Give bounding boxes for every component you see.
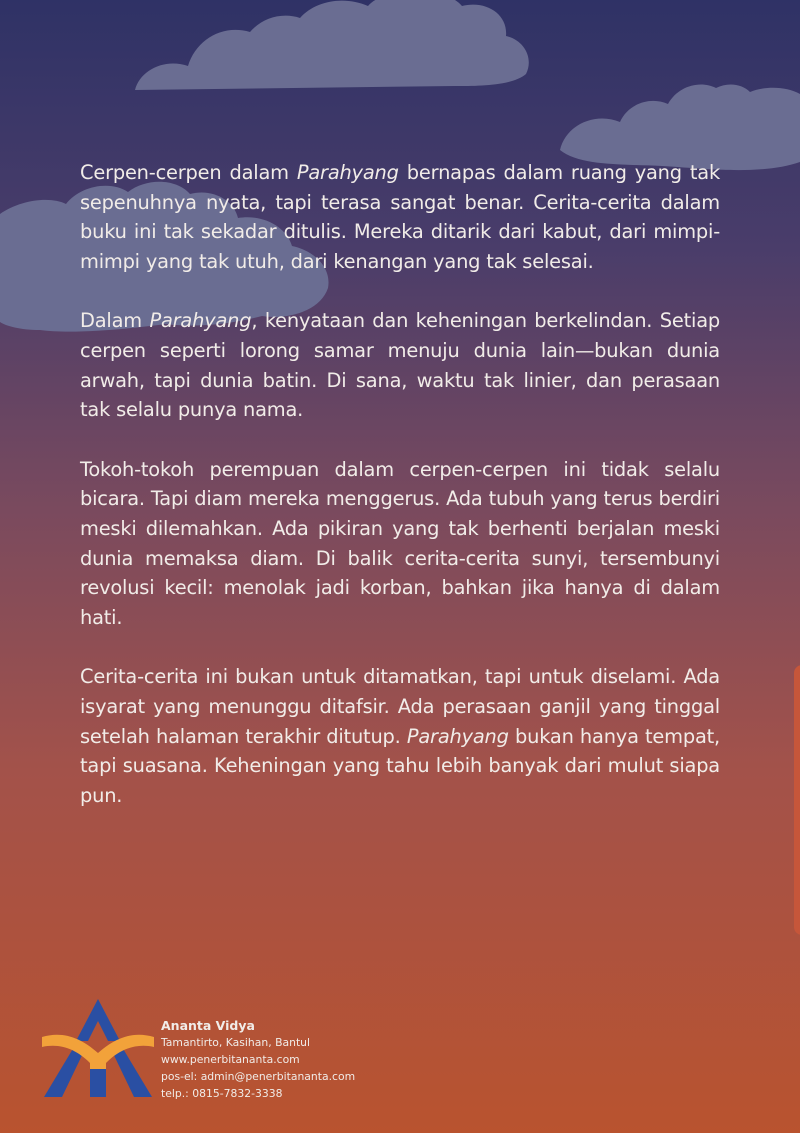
paragraph-4 <box>80 662 720 810</box>
paragraph-4-text-a: Cerita-cerita ini bukan untuk ditamatkan, tapi untuk diselami. Ada isyarat yang menunggu ditafsir. Ada perasaan ganjil yang tinggal setelah halaman terakhir ditutup. <box>80 665 720 748</box>
book-title-italic: Parahyang <box>296 161 399 184</box>
cloud-top <box>135 0 529 90</box>
paragraph-2-text-a: Dalam <box>80 309 150 333</box>
ananta-vidya-logo-icon <box>40 997 156 1101</box>
paragraph-2 <box>80 306 720 424</box>
paragraph-4-text-b: bukan hanya tempat, tapi suasana. Keheningan yang tahu lebih banyak dari mulut siapa pun. <box>80 724 720 807</box>
paragraph-3 <box>80 455 720 633</box>
paragraph-1-text-a: Cerpen-cerpen dalam <box>80 161 297 184</box>
publisher-website: www.penerbitananta.com <box>161 1053 300 1066</box>
publisher-email: pos-el: admin@penerbitananta.com <box>161 1070 356 1083</box>
paragraph-3-text: Tokoh-tokoh perempuan dalam cerpen-cerpen ini tidak selalu bicara. Tapi diam mereka menggerus. Ada tubuh yang terus berdiri meski dilemahkan. Ada pikiran yang tak berhenti berjalan meski dunia memaksa diam. Di balik cerita-cerita sunyi, tersembunyi revolusi kecil: menolak jadi korban, bahkan jika hanya di dalam hati. <box>80 457 720 629</box>
publisher-address: Tamantirto, Kasihan, Bantul <box>161 1036 311 1049</box>
publisher-block <box>40 995 460 1105</box>
book-title-italic: Parahyang <box>149 309 252 333</box>
paragraph-1-text-b: bernapas dalam ruang yang tak sepenuhnya nyata, tapi terasa sangat benar. Cerita-cerita dalam buku ini tak sekadar ditulis. Mereka ditarik dari kabut, dari mimpi-mimpi yang tak utuh, dari kenangan yang tak selesai. <box>80 161 721 273</box>
paragraph-2-text-b: , kenyataan dan keheningan berkelindan. Setiap cerpen seperti lorong samar menuju dunia lain—bukan dunia arwah, tapi dunia batin. Di sana, waktu tak linier, dan perasaan tak selalu punya nama. <box>80 309 720 422</box>
synopsis-text <box>80 158 720 840</box>
book-title-italic: Parahyang <box>406 724 509 748</box>
publisher-name: Ananta Vidya <box>161 1018 255 1033</box>
publisher-phone: telp.: 0815-7832-3338 <box>161 1087 283 1100</box>
edge-decoration <box>794 665 800 935</box>
publisher-info <box>161 1017 355 1102</box>
paragraph-1 <box>80 158 720 276</box>
